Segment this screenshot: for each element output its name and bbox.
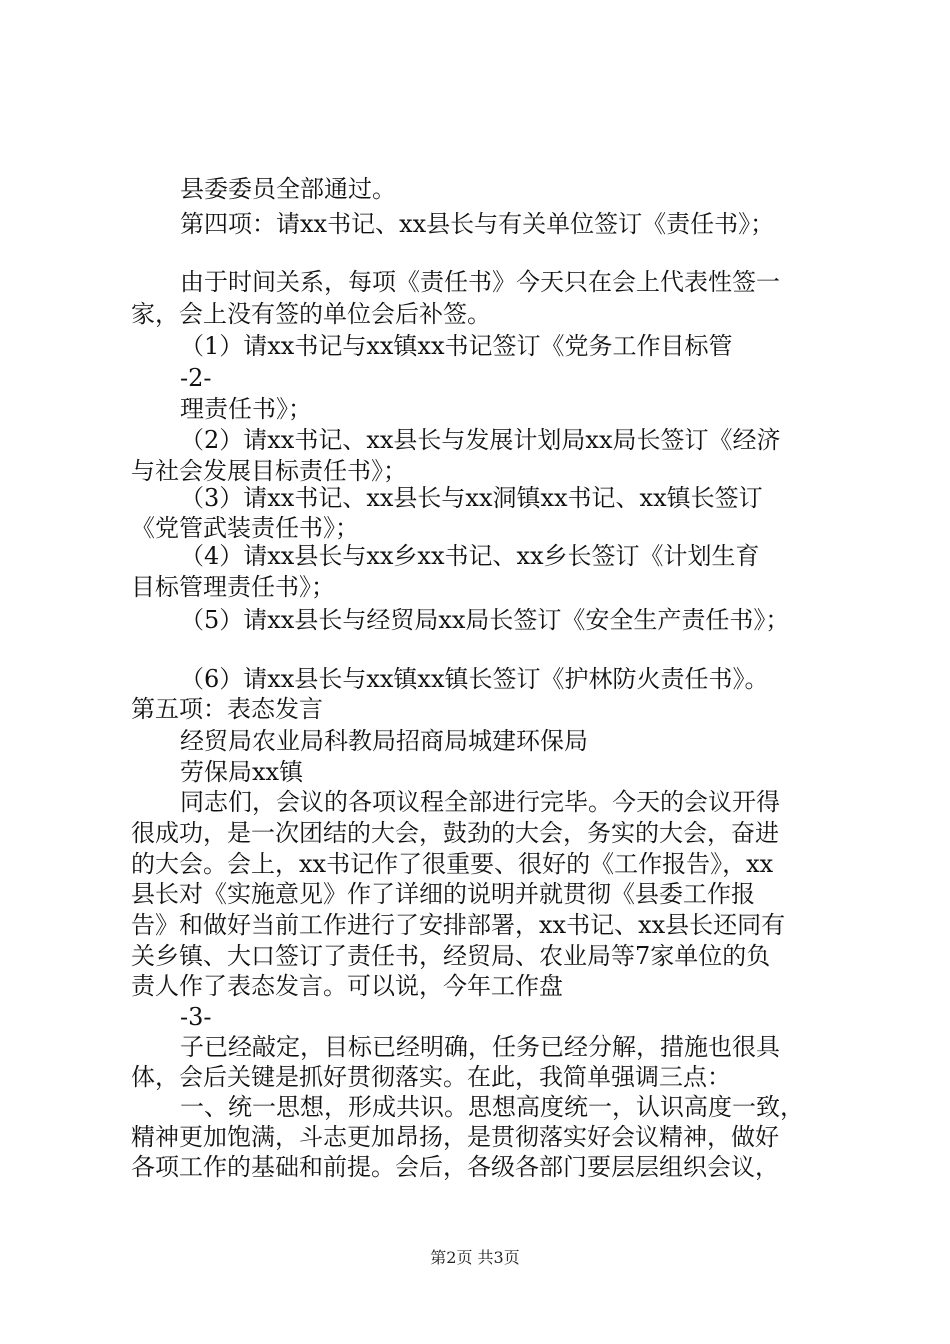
text-line: 子已经敲定，目标已经明确，任务已经分解，措施也很具 — [180, 1033, 780, 1061]
page-marker: -3- — [180, 1003, 212, 1031]
text-line: 责人作了表态发言。可以说，今年工作盘 — [131, 972, 563, 1000]
text-line: （4）请xx县长与xx乡xx书记、xx乡长签订《计划生育 — [180, 542, 760, 570]
text-line: 的大会。会上，xx书记作了很重要、很好的《工作报告》，xx — [131, 850, 774, 878]
text-line: 关乡镇、大口签订了责任书，经贸局、农业局等7家单位的负 — [131, 942, 771, 970]
text-line: 家，会上没有签的单位会后补签。 — [131, 300, 491, 328]
text-line: （2）请xx书记、xx县长与发展计划局xx局长签订《经济 — [180, 426, 781, 454]
text-line: 第五项：表态发言 — [131, 695, 323, 723]
text-line: 很成功，是一次团结的大会，鼓劲的大会，务实的大会，奋进 — [131, 819, 779, 847]
text-line: 县委委员全部通过。 — [180, 175, 396, 203]
text-line: 经贸局农业局科教局招商局城建环保局 — [180, 727, 588, 755]
text-line: 同志们，会议的各项议程全部进行完毕。今天的会议开得 — [180, 788, 780, 816]
text-line: （5）请xx县长与经贸局xx局长签订《安全生产责任书》； — [180, 606, 790, 634]
text-line: 理责任书》； — [180, 395, 312, 423]
text-line: （6）请xx县长与xx镇xx镇长签订《护林防火责任书》。 — [180, 665, 769, 693]
text-line: 体，会后关键是抓好贯彻落实。在此，我简单强调三点： — [131, 1063, 731, 1091]
text-line: （1）请xx书记与xx镇xx书记签订《党务工作目标管 — [180, 332, 733, 360]
text-line: 目标管理责任书》； — [131, 573, 335, 601]
text-line: 精神更加饱满，斗志更加昂扬，是贯彻落实好会议精神，做好 — [131, 1123, 779, 1151]
page-footer: 第2页 共3页 — [430, 1248, 520, 1267]
text-line: 与社会发展目标责任书》； — [131, 457, 407, 485]
text-line: 《党管武装责任书》； — [131, 514, 359, 542]
text-line: 一、统一思想，形成共识。思想高度统一，认识高度一致， — [180, 1093, 804, 1121]
text-line: 由于时间关系，每项《责任书》今天只在会上代表性签一 — [180, 268, 780, 296]
text-line: 第四项：请xx书记、xx县长与有关单位签订《责任书》； — [180, 210, 775, 238]
text-line: 劳保局xx镇 — [180, 758, 304, 786]
text-line: 告》和做好当前工作进行了安排部署，xx书记、xx县长还同有 — [131, 911, 786, 939]
text-line: （3）请xx书记、xx县长与xx洞镇xx书记、xx镇长签订 — [180, 484, 763, 512]
text-line: 县长对《实施意见》作了详细的说明并就贯彻《县委工作报 — [131, 880, 755, 908]
page-marker: -2- — [180, 364, 212, 392]
text-line: 各项工作的基础和前提。会后，各级各部门要层层组织会议， — [131, 1153, 779, 1181]
